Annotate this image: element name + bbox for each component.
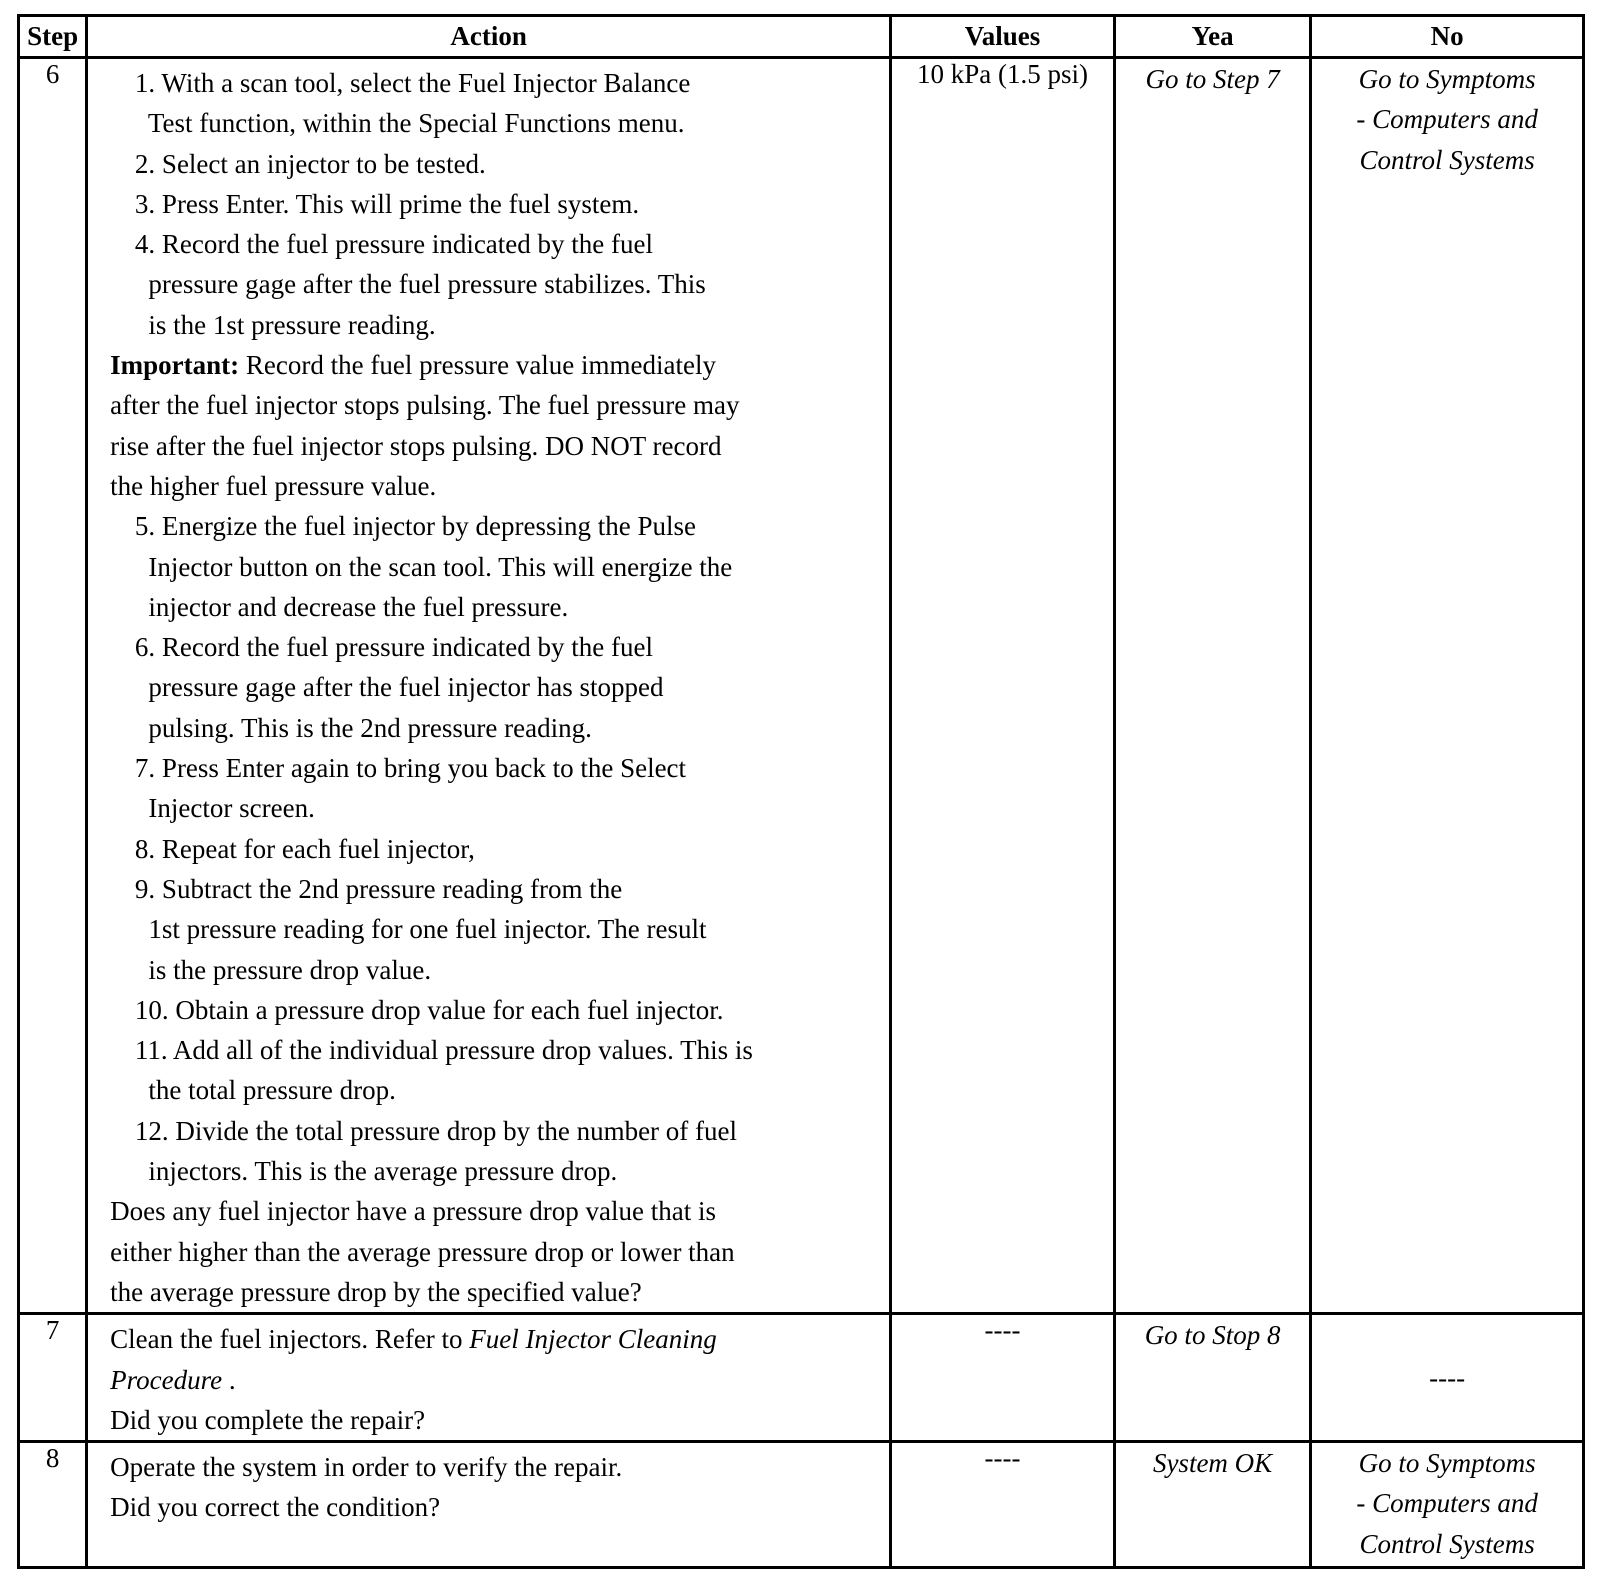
action-line: 11. Add all of the individual pressure drop values. This is	[128, 1035, 753, 1066]
important-text: Record the fuel pressure value immediately	[239, 350, 716, 381]
action-cell	[87, 1314, 891, 1442]
action-question-line: Did you correct the condition?	[110, 1492, 441, 1523]
no-text-line: Go to Symptoms	[1358, 64, 1536, 94]
action-line: is the 1st pressure reading.	[128, 309, 436, 340]
values-cell: ----	[891, 1442, 1115, 1568]
no-link-symptoms[interactable]	[1312, 1443, 1582, 1566]
action-line: 1. With a scan tool, select the Fuel Injector Balance	[128, 68, 691, 98]
action-line: Operate the system in order to verify the repair.	[110, 1452, 623, 1483]
no-cell	[1311, 58, 1584, 1314]
yes-link-step-8[interactable]: Go to Stop 8	[1144, 1320, 1281, 1351]
action-line: 8. Repeat for each fuel injector,	[128, 833, 475, 864]
action-text: .	[222, 1364, 236, 1395]
action-question-line: the average pressure drop by the specified value?	[110, 1276, 642, 1307]
header-values: Values	[891, 16, 1115, 58]
yes-cell	[1114, 58, 1310, 1314]
step-number: 6	[19, 58, 87, 1314]
yes-system-ok: System OK	[1152, 1448, 1273, 1479]
action-cell	[87, 58, 891, 1314]
action-line: pressure gage after the fuel injector has stopped	[128, 672, 664, 703]
action-line: Injector button on the scan tool. This will energize the	[128, 551, 733, 582]
header-no: No	[1311, 16, 1584, 58]
action-line: 9. Subtract the 2nd pressure reading from the	[128, 873, 623, 904]
action-line: 1st pressure reading for one fuel injector. The result	[128, 914, 707, 945]
table-row-step-6	[19, 58, 1584, 1314]
action-cell	[87, 1442, 891, 1568]
action-line: 4. Record the fuel pressure indicated by the fuel	[128, 229, 653, 260]
no-text-line: Go to Symptoms	[1358, 1448, 1536, 1479]
table-row-step-7	[19, 1314, 1584, 1442]
important-label: Important:	[110, 350, 240, 381]
yes-link-step-7[interactable]: Go to Step 7	[1145, 64, 1280, 94]
table-row-step-8	[19, 1442, 1584, 1568]
procedure-reference-link[interactable]: Procedure	[110, 1364, 223, 1395]
action-line: 3. Press Enter. This will prime the fuel system.	[128, 188, 640, 219]
values-cell: 10 kPa (1.5 psi)	[891, 58, 1115, 1314]
no-text-line: Control Systems	[1359, 144, 1535, 175]
no-text-line: - Computers and	[1356, 104, 1538, 135]
action-line: injectors. This is the average pressure drop.	[128, 1156, 618, 1187]
header-action: Action	[87, 16, 891, 58]
action-line: 6. Record the fuel pressure indicated by the fuel	[128, 632, 653, 663]
action-line: injector and decrease the fuel pressure.	[128, 591, 569, 622]
no-cell	[1311, 1442, 1584, 1568]
action-line: the total pressure drop.	[128, 1075, 396, 1106]
action-line: 7. Press Enter again to bring you back to the Select	[128, 753, 687, 784]
important-note-line	[110, 345, 889, 385]
action-question-line: Did you complete the repair?	[110, 1404, 426, 1435]
values-cell: ----	[891, 1314, 1115, 1442]
action-line: pressure gage after the fuel pressure stabilizes. This	[128, 269, 706, 300]
action-line: 10. Obtain a pressure drop value for each fuel injector.	[128, 994, 724, 1025]
diagnostic-table	[17, 14, 1585, 1569]
header-step: Step	[19, 16, 87, 58]
no-cell: ----	[1311, 1314, 1584, 1442]
action-line	[110, 1319, 889, 1359]
yes-cell	[1114, 1442, 1310, 1568]
action-line: is the pressure drop value.	[128, 954, 432, 985]
diagnostic-table-container	[17, 14, 1585, 1569]
procedure-reference-link[interactable]: Fuel Injector Cleaning	[469, 1324, 717, 1355]
action-line: 12. Divide the total pressure drop by the number of fuel	[128, 1115, 738, 1146]
action-text: Clean the fuel injectors. Refer to	[110, 1324, 470, 1355]
no-text-line: Control Systems	[1359, 1528, 1535, 1559]
header-row	[19, 16, 1584, 58]
step-number: 8	[19, 1442, 87, 1568]
action-line: the higher fuel pressure value.	[110, 470, 437, 501]
action-line: after the fuel injector stops pulsing. The fuel pressure may	[110, 390, 740, 421]
action-question-line: either higher than the average pressure drop or lower than	[110, 1236, 735, 1267]
no-link-symptoms[interactable]	[1312, 59, 1582, 182]
no-text-line: - Computers and	[1356, 1488, 1538, 1519]
action-line: 2. Select an injector to be tested.	[128, 148, 486, 179]
action-line: Injector screen.	[128, 793, 315, 824]
action-line: Test function, within the Special Functions menu.	[128, 108, 685, 139]
action-line	[110, 1360, 889, 1400]
action-question-line: Does any fuel injector have a pressure drop value that is	[110, 1196, 716, 1227]
step-number: 7	[19, 1314, 87, 1442]
action-line: pulsing. This is the 2nd pressure reading.	[128, 712, 592, 743]
yes-cell	[1114, 1314, 1310, 1442]
action-line: rise after the fuel injector stops pulsing. DO NOT record	[110, 430, 722, 461]
action-line: 5. Energize the fuel injector by depressing the Pulse	[128, 511, 697, 542]
header-yes: Yea	[1114, 16, 1310, 58]
